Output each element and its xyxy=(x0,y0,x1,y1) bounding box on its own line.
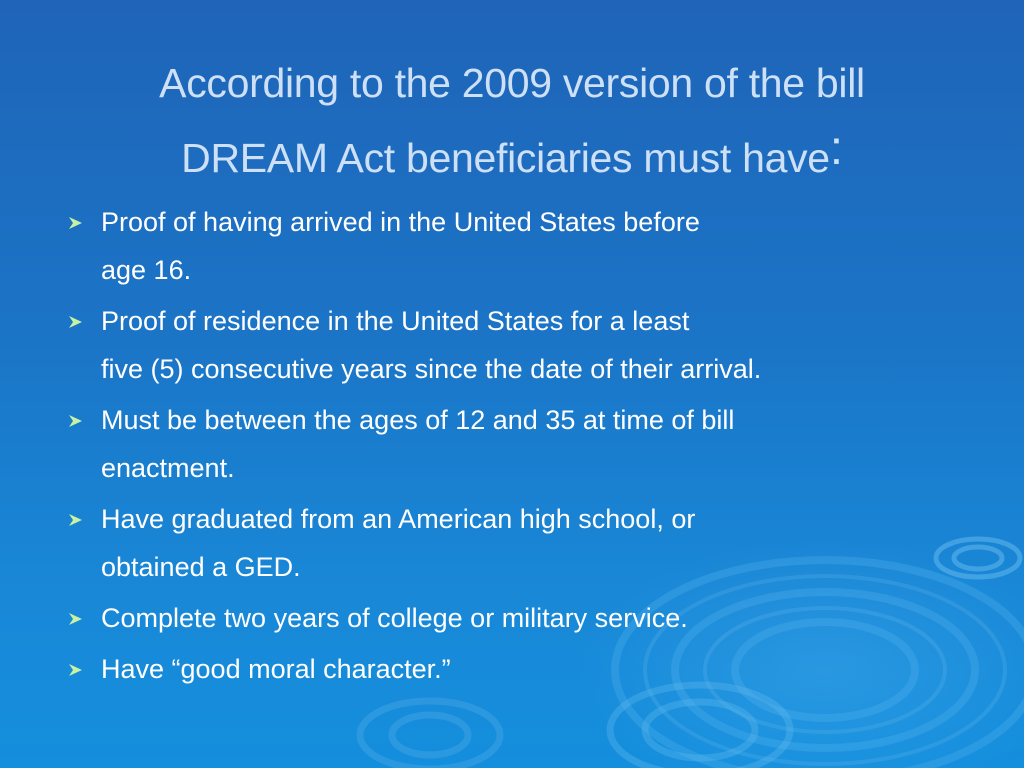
arrowhead-bullet-icon xyxy=(68,316,83,328)
arrowhead-bullet-icon xyxy=(68,664,83,676)
bullet-text: Proof of having arrived in the United States before xyxy=(101,207,700,237)
bullet-item xyxy=(68,297,968,393)
bullet-item xyxy=(68,396,968,492)
bullet-list xyxy=(68,198,968,696)
arrowhead-bullet-icon xyxy=(68,415,83,427)
title-line-2 xyxy=(60,116,964,191)
bullet-text-continued: obtained a GED. xyxy=(101,552,301,582)
arrowhead-bullet-icon xyxy=(68,514,83,526)
bullet-text: Complete two years of college or military service. xyxy=(101,603,688,633)
bullet-item xyxy=(68,495,968,591)
title-line-2-text: DREAM Act beneficiaries must have xyxy=(181,135,830,181)
bullet-item xyxy=(68,594,968,642)
bullet-text: Proof of residence in the United States for a least xyxy=(101,306,690,336)
bullet-item xyxy=(68,198,968,294)
arrowhead-bullet-icon xyxy=(68,613,83,625)
title-line-1: According to the 2009 version of the bill xyxy=(159,60,865,106)
bullet-item xyxy=(68,645,968,693)
bullet-text-continued: five (5) consecutive years since the date of their arrival. xyxy=(101,354,762,384)
bullet-text: Have graduated from an American high school, or xyxy=(101,504,696,534)
bullet-text: Must be between the ages of 12 and 35 at time of bill xyxy=(101,405,735,435)
bullet-text-continued: enactment. xyxy=(101,453,235,483)
slide-title xyxy=(60,50,964,191)
bullet-text-continued: age 16. xyxy=(101,255,192,285)
bullet-text: Have “good moral character.” xyxy=(101,654,451,684)
title-colon: : xyxy=(829,122,843,175)
arrowhead-bullet-icon xyxy=(68,217,83,229)
